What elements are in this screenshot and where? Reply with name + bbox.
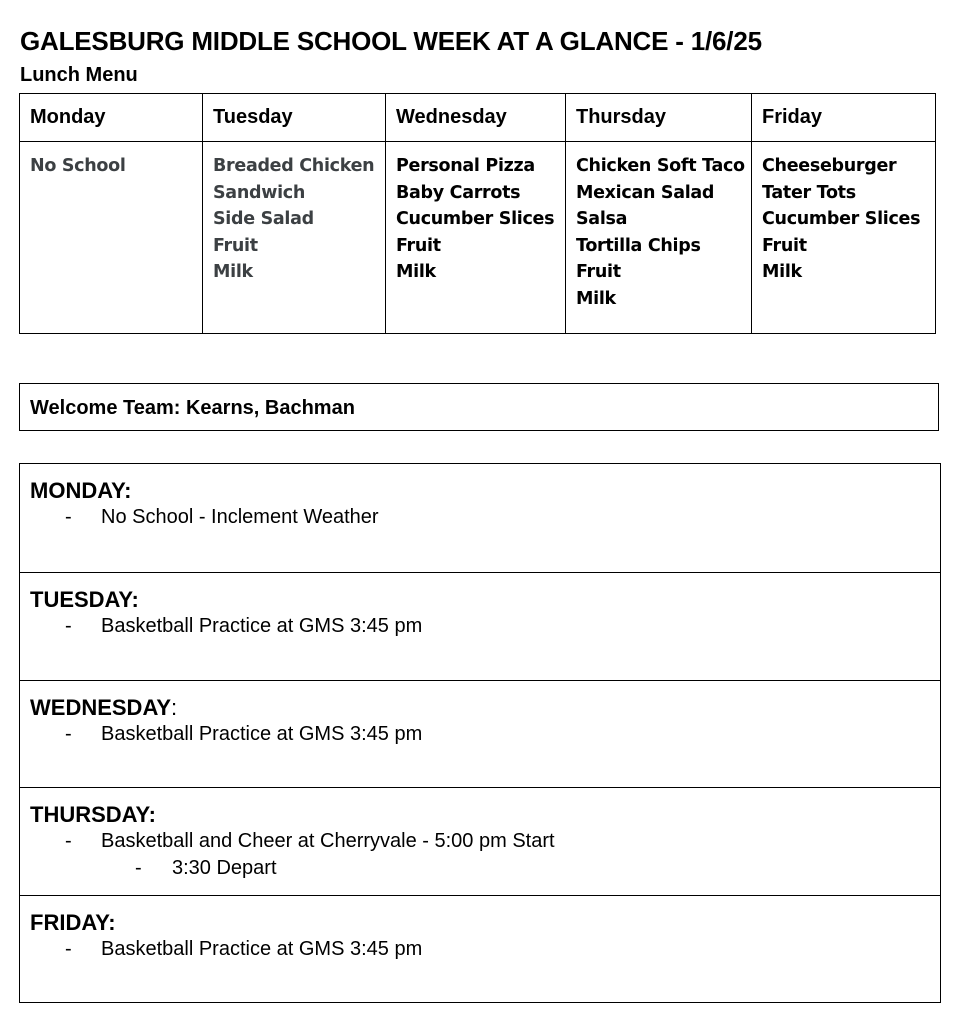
menu-item: Mexican Salad: [576, 182, 715, 203]
bullet-dash: -: [65, 506, 72, 528]
lunch-header-row: [20, 94, 936, 142]
day-heading: MONDAY:: [30, 478, 132, 503]
day-heading: THURSDAY:: [30, 802, 156, 827]
menu-item: Tater Tots: [762, 182, 856, 203]
schedule-day-friday: [20, 895, 940, 1003]
bullet-dash: -: [65, 937, 72, 960]
bullet-dash: -: [65, 615, 72, 637]
lunch-cell-thursday: [566, 142, 752, 334]
menu-item: Milk: [576, 288, 616, 309]
menu-item: Fruit: [396, 235, 441, 256]
menu-item: Milk: [213, 262, 253, 282]
schedule-item-text: Basketball Practice at GMS 3:45 pm: [101, 722, 423, 745]
schedule-item-text: Basketball Practice at GMS 3:45 pm: [101, 937, 423, 960]
menu-item: Fruit: [576, 262, 621, 282]
lunch-cell-wednesday: [386, 142, 566, 334]
schedule-item: [30, 828, 940, 855]
schedule-item: [30, 613, 940, 640]
menu-item: Cucumber Slices: [396, 209, 555, 229]
lunch-menu-heading: Lunch Menu: [20, 64, 138, 86]
lunch-cell-tuesday: [203, 142, 386, 334]
menu-item: Fruit: [213, 235, 258, 256]
lunch-header-friday: Friday: [752, 94, 936, 142]
day-heading: FRIDAY:: [30, 909, 116, 935]
schedule-item-text: Basketball Practice at GMS 3:45 pm: [101, 615, 423, 637]
schedule-day-monday: [20, 464, 940, 572]
lunch-cell-monday: [20, 142, 203, 334]
page-title: GALESBURG MIDDLE SCHOOL WEEK AT A GLANCE - 1/6/25: [20, 26, 762, 56]
menu-item: Cucumber Slices: [762, 209, 921, 229]
menu-item: Side Salad: [213, 209, 314, 229]
lunch-header-thursday: Thursday: [566, 94, 752, 142]
schedule-day-tuesday: [20, 572, 940, 680]
menu-item: Tortilla Chips: [576, 235, 701, 256]
bullet-dash: -: [135, 857, 142, 879]
schedule-subitem: [30, 855, 940, 882]
day-heading: TUESDAY:: [30, 587, 139, 612]
lunch-cell-friday: [752, 142, 936, 334]
weekly-schedule: [19, 463, 941, 1003]
menu-item: Breaded Chicken: [213, 156, 375, 176]
schedule-item-text: Basketball and Cheer at Cherryvale - 5:00 pm Start: [101, 830, 555, 852]
menu-item: Cheeseburger: [762, 156, 897, 176]
menu-item: Fruit: [762, 235, 807, 256]
lunch-header-tuesday: Tuesday: [203, 94, 386, 142]
menu-item: No School: [30, 156, 126, 176]
menu-item: Personal Pizza: [396, 156, 535, 176]
lunch-header-monday: Monday: [20, 94, 203, 142]
day-heading: [30, 695, 940, 721]
welcome-team-box: Welcome Team: Kearns, Bachman: [19, 383, 939, 431]
menu-item: Baby Carrots: [396, 182, 521, 203]
menu-item: Sandwich: [213, 182, 305, 203]
schedule-item: [30, 936, 940, 963]
schedule-day-thursday: [20, 787, 940, 895]
lunch-header-wednesday: Wednesday: [386, 94, 566, 142]
day-heading-colon: :: [171, 694, 178, 720]
menu-item: Chicken Soft Taco: [576, 156, 745, 176]
schedule-item-text: No School - Inclement Weather: [101, 506, 379, 528]
menu-item: Salsa: [576, 209, 628, 229]
schedule-item: [30, 721, 940, 748]
menu-item: Milk: [396, 262, 436, 282]
schedule-day-wednesday: [20, 680, 940, 788]
lunch-items-row: [20, 142, 936, 334]
schedule-subitem-text: 3:30 Depart: [172, 857, 277, 879]
bullet-dash: -: [65, 830, 72, 852]
lunch-menu-table: [19, 93, 936, 334]
schedule-item: [30, 504, 940, 531]
menu-item: Milk: [762, 262, 802, 282]
bullet-dash: -: [65, 722, 72, 745]
day-heading-text: WEDNESDAY: [30, 694, 171, 720]
